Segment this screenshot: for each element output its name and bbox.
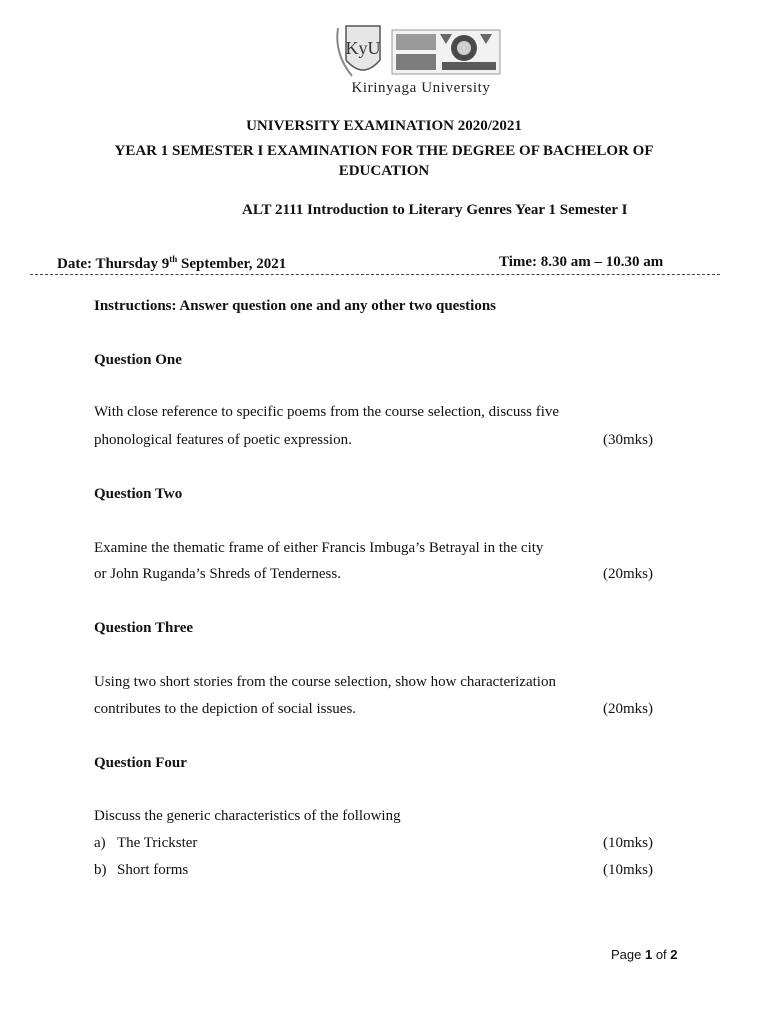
degree-line-1: YEAR 1 SEMESTER I EXAMINATION FOR THE DEGREE OF BACHELOR OF — [114, 143, 654, 159]
question-heading: Question Three — [94, 620, 194, 636]
page-number: Page 1 of 2 — [611, 947, 678, 962]
question-text-line: or John Ruganda’s Shreds of Tenderness. — [94, 566, 341, 582]
question-marks: (10mks) — [603, 862, 653, 878]
question-heading: Question Two — [94, 486, 183, 502]
instructions: Instructions: Answer question one and any other two questions — [94, 298, 497, 314]
question-text-line: Using two short stories from the course selection, show how characterization — [94, 674, 556, 690]
question-heading: Question One — [94, 352, 182, 368]
university-crest-icon — [332, 24, 508, 82]
question-text-line: Examine the thematic frame of either Francis Imbuga’s Betrayal in the city — [94, 540, 544, 556]
question-heading: Question Four — [94, 755, 187, 771]
question-marks: (20mks) — [603, 566, 653, 582]
course-title: ALT 2111 Introduction to Literary Genres Year 1 Semester I — [242, 202, 628, 218]
question-marks: (10mks) — [603, 835, 653, 851]
sub-item-label: a) — [94, 835, 106, 851]
sub-item-text: The Trickster — [117, 835, 198, 851]
sub-item-label: b) — [94, 862, 107, 878]
exam-title: UNIVERSITY EXAMINATION 2020/2021 — [246, 118, 522, 134]
university-logo — [332, 24, 508, 100]
question-marks: (20mks) — [603, 701, 653, 717]
question-text-line: contributes to the depiction of social issues. — [94, 701, 357, 717]
exam-time: Time: 8.30 am – 10.30 am — [499, 254, 664, 270]
question-marks: (30mks) — [603, 432, 653, 448]
schedule-row — [30, 254, 720, 275]
logo-letters: KyU — [345, 38, 381, 58]
question-text-line: Discuss the generic characteristics of the following — [94, 808, 401, 824]
question-text-line: phonological features of poetic expression. — [94, 432, 352, 448]
sub-item-text: Short forms — [117, 862, 189, 878]
university-name: Kirinyaga University — [351, 80, 491, 96]
question-text-line: With close reference to specific poems from the course selection, discuss five — [94, 404, 560, 420]
degree-line-2: EDUCATION — [338, 163, 430, 179]
exam-date: Date: Thursday 9th September, 2021 — [57, 254, 287, 272]
